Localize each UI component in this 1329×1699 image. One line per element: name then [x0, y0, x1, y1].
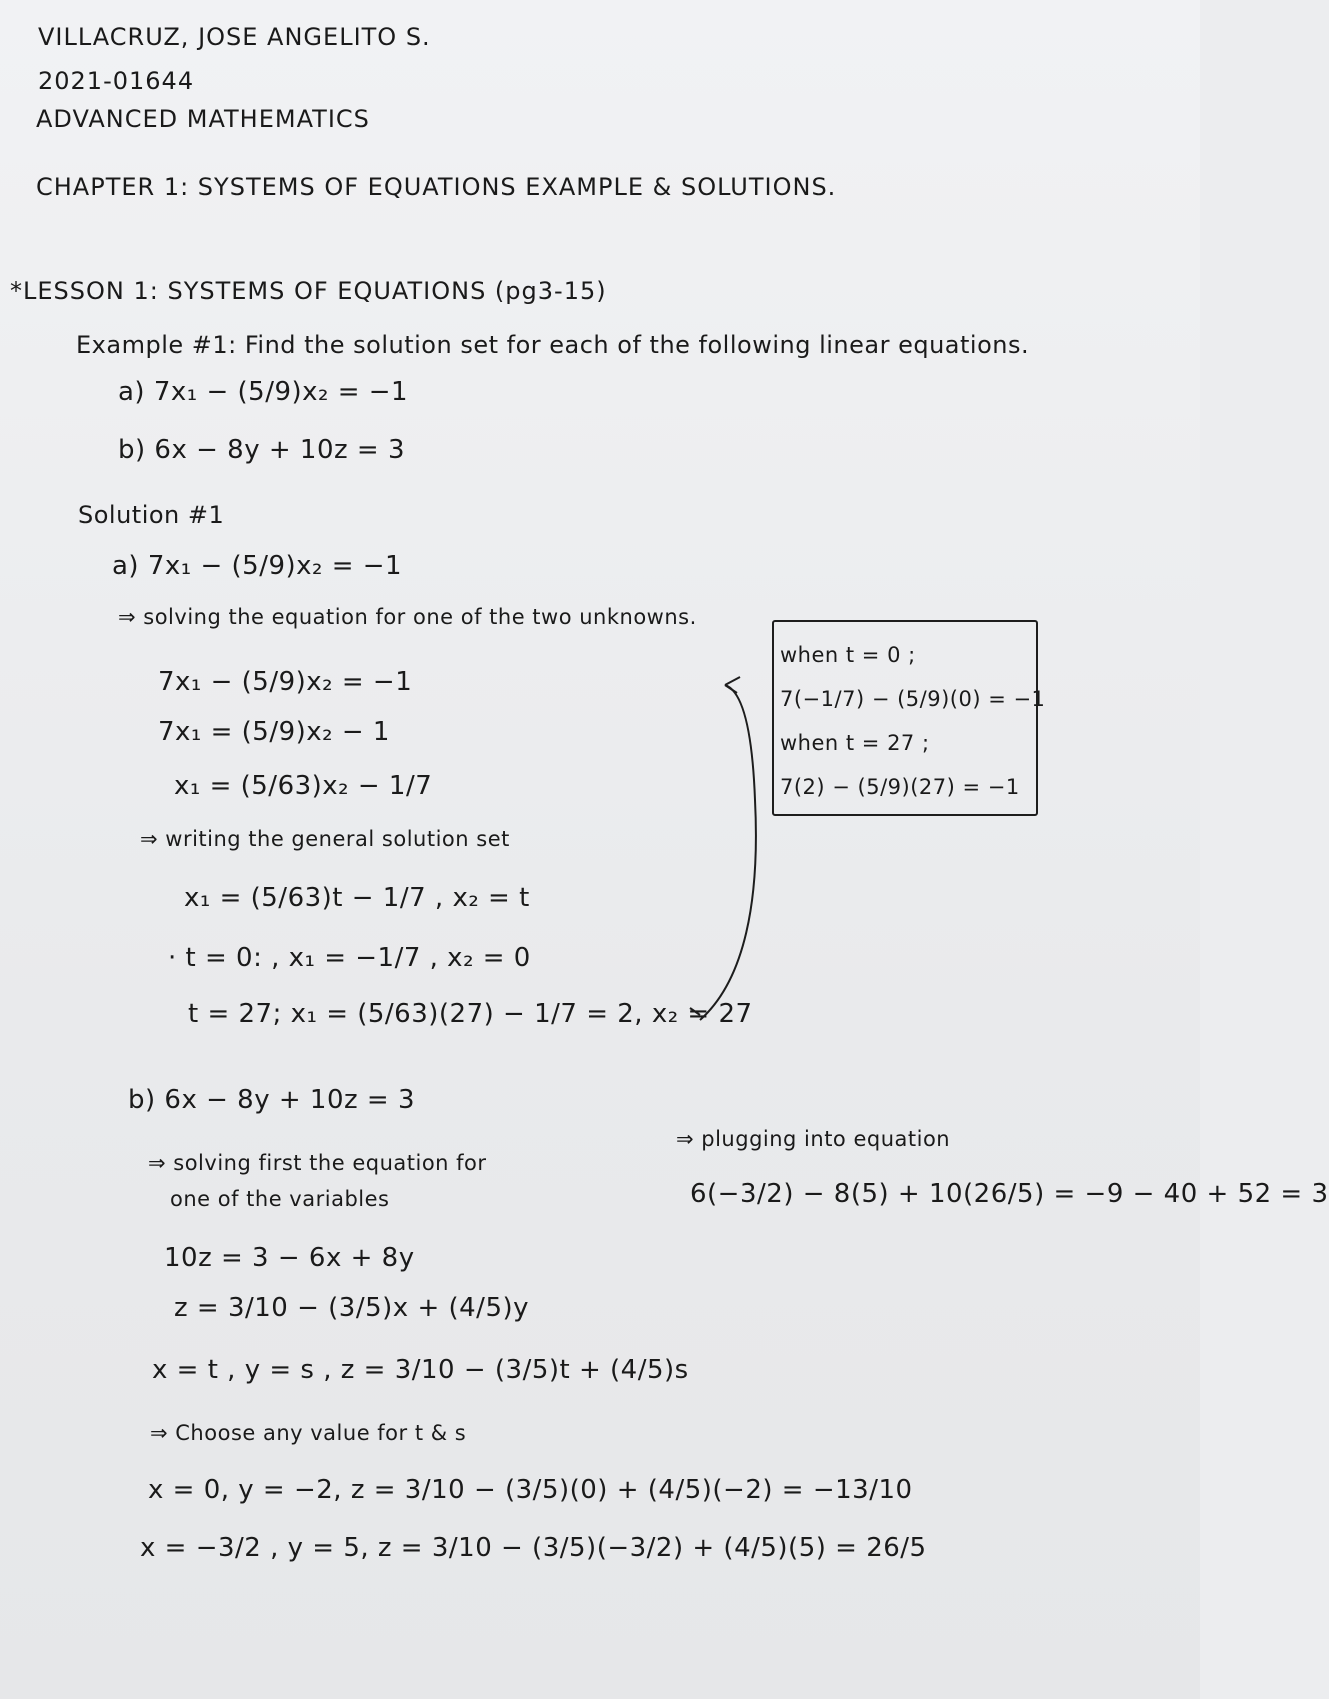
plug-note: ⇒ plugging into equation	[676, 1127, 951, 1151]
student-number: 2021-01644	[38, 67, 195, 95]
example-statement: Example #1: Find the solution set for each of the following linear equations.	[76, 331, 1030, 359]
solution-heading: Solution #1	[78, 501, 225, 529]
solution-b-line-5: x = −3/2 , y = 5, z = 3/10 − (3/5)(−3/2) + (4/5)(5) = 26/5	[140, 1533, 927, 1563]
general-solution: x₁ = (5/63)t − 1/7 , x₂ = t	[184, 883, 530, 913]
equation-a: a) 7x₁ − (5/9)x₂ = −1	[118, 377, 409, 407]
connector-bracket	[700, 685, 756, 1020]
plug-equation: 6(−3/2) − 8(5) + 10(26/5) = −9 − 40 + 52 = 3	[690, 1179, 1329, 1209]
lesson-title: *LESSON 1: SYSTEMS OF EQUATIONS (pg3-15)	[10, 277, 607, 305]
solution-a-note-1: ⇒ solving the equation for one of the two unknowns.	[118, 605, 697, 629]
check-line-2: 7(−1/7) − (5/9)(0) = −1	[780, 687, 1046, 711]
solution-b-line-4: x = 0, y = −2, z = 3/10 − (3/5)(0) + (4/5)(−2) = −13/10	[148, 1475, 913, 1505]
solution-b-line-3: x = t , y = s , z = 3/10 − (3/5)t + (4/5)s	[152, 1355, 689, 1385]
check-line-4: 7(2) − (5/9)(27) = −1	[780, 775, 1020, 799]
solution-b-note-3: ⇒ Choose any value for t & s	[150, 1421, 467, 1445]
solution-a-line-3: x₁ = (5/63)x₂ − 1/7	[174, 771, 433, 801]
solution-b-line-1: 10z = 3 − 6x + 8y	[164, 1243, 415, 1273]
chapter-title: CHAPTER 1: SYSTEMS OF EQUATIONS EXAMPLE & SOLUTIONS.	[36, 173, 837, 201]
check-line-3: when t = 27 ;	[780, 731, 930, 755]
solution-b-note-1: ⇒ solving first the equation for	[148, 1151, 487, 1175]
solution-a-line-1: 7x₁ − (5/9)x₂ = −1	[158, 667, 413, 697]
solution-b-restate: b) 6x − 8y + 10z = 3	[128, 1085, 415, 1115]
solution-b-line-2: z = 3/10 − (3/5)x + (4/5)y	[174, 1293, 530, 1323]
student-name: VILLACRUZ, JOSE ANGELITO S.	[38, 23, 431, 51]
solution-t-zero: · t = 0: , x₁ = −1/7 , x₂ = 0	[168, 943, 531, 973]
connector-tick	[690, 1008, 700, 1015]
course-title: ADVANCED MATHEMATICS	[36, 105, 370, 133]
equation-b: b) 6x − 8y + 10z = 3	[118, 435, 405, 465]
check-line-1: when t = 0 ;	[780, 643, 916, 667]
solution-a-line-2: 7x₁ = (5/9)x₂ − 1	[158, 717, 390, 747]
solution-b-note-2: one of the variables	[170, 1187, 390, 1211]
solution-a-restate: a) 7x₁ − (5/9)x₂ = −1	[112, 551, 403, 581]
solution-t-27: t = 27; x₁ = (5/63)(27) − 1/7 = 2, x₂ = 27	[188, 999, 753, 1029]
solution-a-note-2: ⇒ writing the general solution set	[140, 827, 510, 851]
